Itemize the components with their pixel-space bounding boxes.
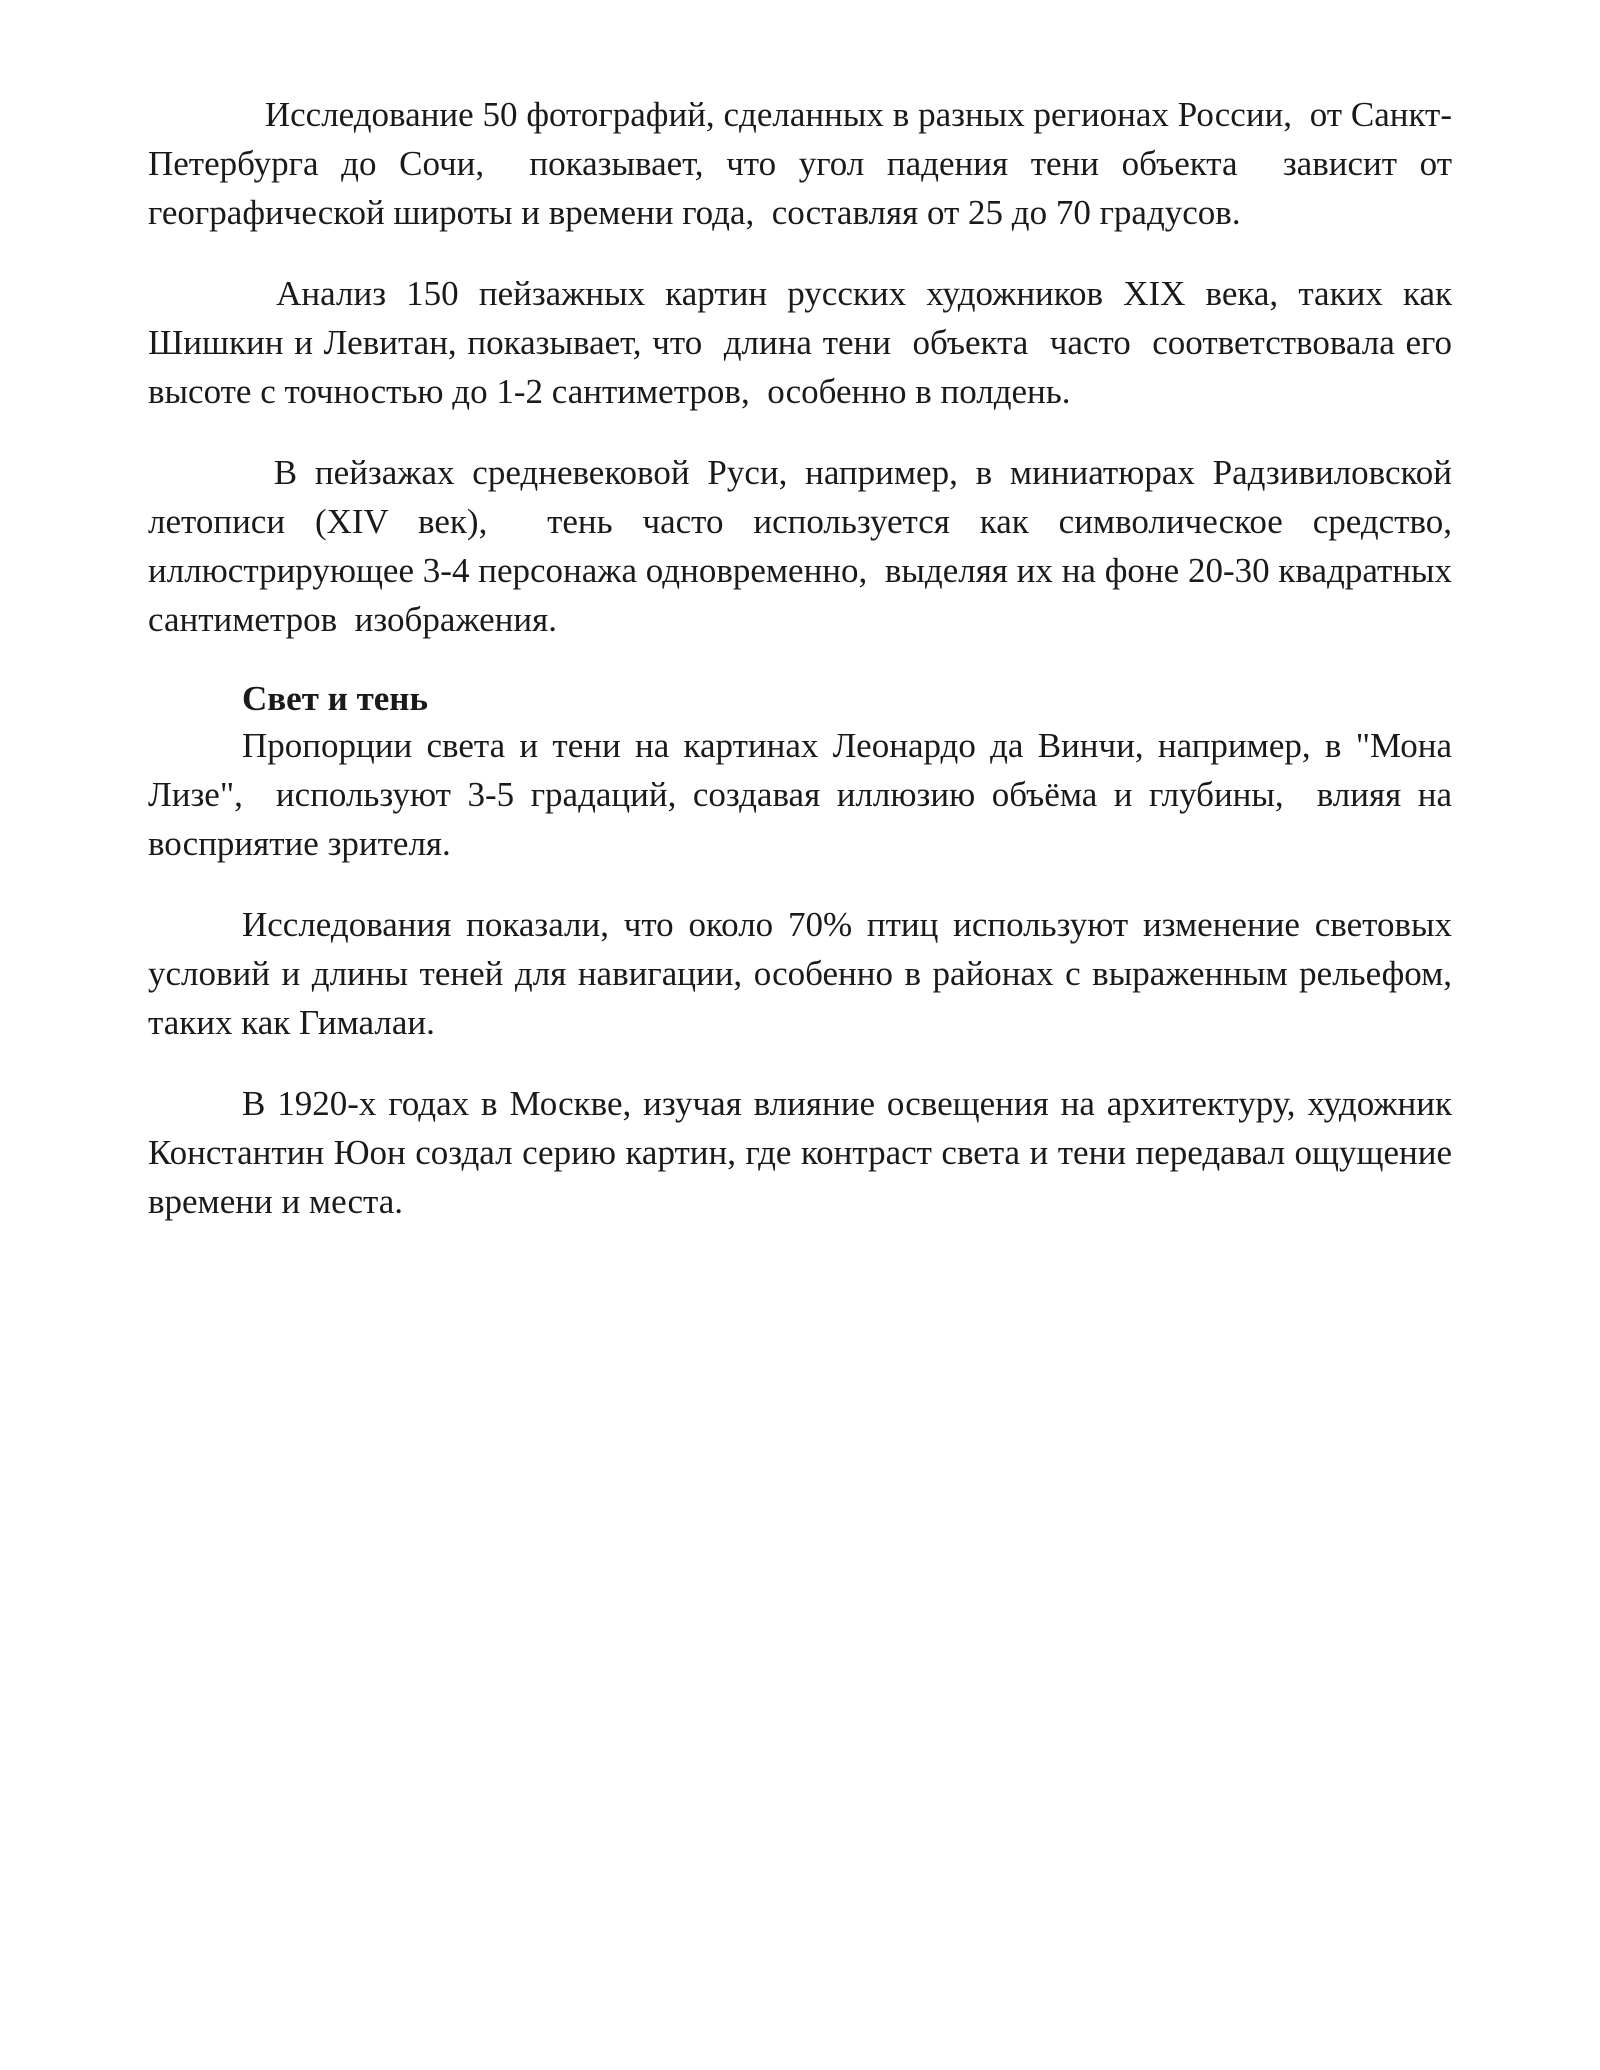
paragraph-landscape-analysis: Анализ 150 пейзажных картин русских художников XIX века, таких как Шишкин и Левитан, показывает, что длина тени объекта часто соответствовала его высоте с точностью до 1-2 сантиметров, особенно в полдень.: [148, 274, 1461, 411]
paragraph-yuon-paintings: В 1920-х годах в Москве, изучая влияние освещения на архитектуру, художник Константин Юон создал серию картин, где контраст света и тени передавал ощущение времени и места.: [148, 1084, 1461, 1221]
document-body: [148, 90, 1461, 1258]
paragraph-medieval-rus: В пейзажах средневековой Руси, например, в миниатюрах Радзивиловской летописи (XIV век), тень часто используется как символическое средство, иллюстрирующее 3-4 персонажа одновременно, выделяя их на фоне 20-30 квадратных сантиметров изображения.: [148, 453, 1461, 639]
section-heading: Свет и тень: [242, 679, 428, 718]
paragraph-leonardo: Пропорции света и тени на картинах Леонардо да Винчи, например, в "Мона Лизе", используют 3-5 градаций, создавая иллюзию объёма и глубины, влияя на восприятие зрителя.: [148, 726, 1461, 863]
paragraph-birds-navigation: Исследования показали, что около 70% птиц используют изменение световых условий и длины теней для навигации, особенно в районах с выраженным рельефом, таких как Гималаи.: [148, 905, 1461, 1042]
paragraph-photo-study: Исследование 50 фотографий, сделанных в разных регионах России, от Санкт-Петербурга до Сочи, показывает, что угол падения тени объекта зависит от географической широты и времени года, составляя от 25 до 70 градусов.: [148, 95, 1461, 232]
